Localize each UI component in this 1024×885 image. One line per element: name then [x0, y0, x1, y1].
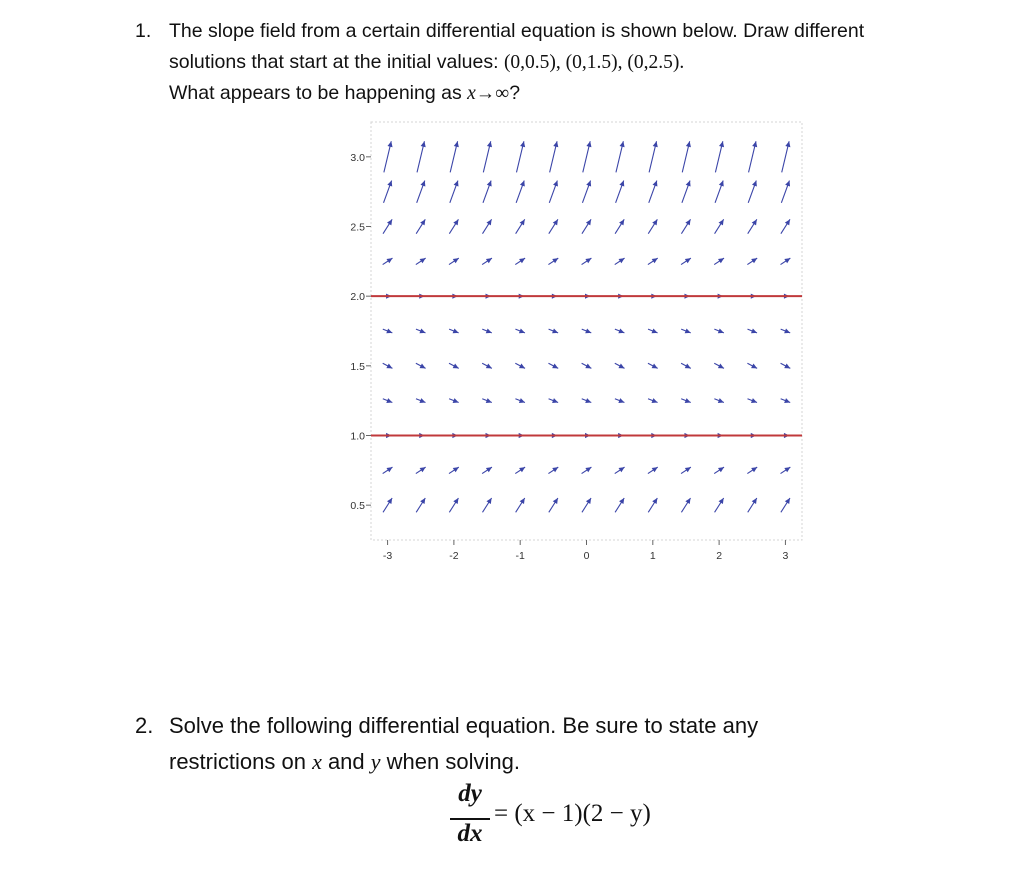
- x-tick-label: 2: [716, 550, 723, 562]
- slope-arrow: [781, 258, 791, 264]
- x-tick-label: 0: [583, 550, 590, 562]
- slope-arrow: [549, 219, 558, 233]
- slope-arrow: [483, 141, 492, 172]
- slope-arrow: [681, 467, 691, 473]
- slope-arrow: [383, 498, 392, 512]
- slope-arrow: [582, 258, 592, 264]
- slope-arrow: [648, 363, 658, 368]
- slope-arrow: [714, 363, 724, 368]
- slope-arrow: [681, 219, 690, 233]
- slope-arrow: [747, 363, 757, 368]
- slope-arrow: [515, 328, 525, 333]
- slope-arrow: [582, 219, 591, 233]
- x-tick-label: -3: [382, 550, 393, 562]
- slope-arrow: [515, 467, 525, 473]
- slope-arrow: [748, 181, 757, 203]
- x-tick-label: -1: [515, 550, 525, 562]
- slope-arrow: [714, 258, 724, 264]
- limit-arrow: →∞: [475, 83, 510, 104]
- slope-arrow: [781, 398, 791, 403]
- slope-arrow: [615, 467, 625, 473]
- slope-arrow: [416, 467, 426, 473]
- slope-arrow: [615, 328, 625, 333]
- and-text: and: [321, 749, 371, 774]
- slope-arrow: [449, 398, 459, 403]
- slope-arrow: [515, 363, 525, 368]
- slope-arrow: [548, 467, 558, 473]
- question-mark: ?: [509, 82, 521, 104]
- slope-arrow: [449, 219, 458, 233]
- slope-arrow: [781, 219, 790, 233]
- slope-arrow: [582, 328, 592, 333]
- slope-arrow: [715, 181, 724, 203]
- slope-arrow: [549, 181, 558, 203]
- slope-arrow: [648, 258, 658, 264]
- slope-arrow: [416, 328, 426, 333]
- slope-arrow: [714, 398, 724, 403]
- slope-arrow: [483, 181, 492, 203]
- slope-arrow: [682, 181, 691, 203]
- slope-arrow: [681, 258, 691, 264]
- slope-arrow: [648, 498, 657, 512]
- slope-arrow: [549, 498, 558, 512]
- slope-arrow: [482, 219, 491, 233]
- slope-arrow: [417, 181, 426, 203]
- slope-arrow: [449, 498, 458, 512]
- slope-arrow: [384, 141, 393, 172]
- slope-arrow: [747, 258, 757, 264]
- slope-arrow: [383, 328, 393, 333]
- slope-arrow: [615, 219, 624, 233]
- y-tick-label: 1.5: [350, 360, 365, 373]
- slope-arrow: [482, 328, 492, 333]
- slope-arrow: [782, 141, 791, 172]
- slope-arrow: [615, 258, 625, 264]
- question-1-line-2-text: solutions that start at the initial values:: [169, 51, 504, 73]
- slope-arrow: [648, 398, 658, 403]
- slope-arrow: [616, 141, 625, 172]
- slope-arrow: [583, 141, 592, 172]
- y-tick-label: 1.0: [350, 430, 365, 443]
- slope-arrow: [715, 141, 724, 172]
- slope-arrow: [416, 258, 426, 264]
- slope-arrow: [781, 467, 791, 473]
- question-2-number: 2.: [135, 713, 154, 738]
- question-2: [135, 708, 995, 780]
- slope-arrow: [550, 141, 559, 172]
- slope-arrow: [749, 141, 758, 172]
- question-2-body: [169, 708, 995, 780]
- slope-arrow: [516, 498, 525, 512]
- slope-arrow: [714, 328, 724, 333]
- slope-arrow: [417, 141, 426, 172]
- slope-arrow: [715, 498, 724, 512]
- slope-arrow: [748, 328, 758, 333]
- slope-arrow: [549, 398, 559, 403]
- slope-arrow: [714, 467, 724, 473]
- y-variable: y: [370, 749, 381, 774]
- slope-arrow: [748, 219, 757, 233]
- question-1-number: 1.: [135, 20, 152, 42]
- equation-right-side: = (x − 1)(2 − y): [494, 800, 651, 827]
- slope-arrow: [450, 181, 459, 203]
- question-2-line-1: Solve the following differential equation. Be sure to state any: [169, 713, 759, 738]
- slope-arrow: [449, 258, 459, 264]
- question-2-line-2-text: restrictions on: [169, 749, 313, 774]
- slope-arrow: [449, 328, 459, 333]
- slope-arrow: [516, 181, 525, 203]
- question-1-line-3-text: What appears to be happening as: [169, 82, 468, 104]
- y-tick-label: 0.5: [350, 500, 365, 513]
- slope-arrow: [548, 258, 558, 264]
- slope-arrow: [383, 258, 393, 264]
- slope-arrow: [748, 498, 757, 512]
- slope-arrow: [384, 181, 393, 203]
- slope-arrow: [681, 398, 691, 403]
- x-tick-label: 1: [649, 550, 656, 562]
- slope-arrow: [615, 398, 625, 403]
- slope-arrow: [681, 328, 691, 333]
- slope-arrow: [450, 141, 459, 172]
- slope-arrow: [681, 363, 691, 368]
- x-variable: x: [467, 83, 476, 104]
- fraction-denominator: dx: [457, 820, 483, 847]
- x-tick-label: 3: [782, 550, 789, 562]
- slope-arrow: [649, 181, 658, 203]
- slope-arrow: [482, 498, 491, 512]
- slope-arrow: [416, 219, 425, 233]
- slope-arrow: [747, 467, 757, 473]
- slope-arrow: [383, 398, 393, 403]
- slope-arrow: [383, 363, 393, 368]
- question-2-line-2-end: when solving.: [380, 749, 520, 774]
- slope-arrow: [582, 181, 591, 203]
- slope-arrow: [482, 363, 492, 368]
- slope-arrow: [715, 219, 724, 233]
- slope-arrow: [582, 498, 591, 512]
- slope-arrow: [781, 498, 790, 512]
- fraction-numerator: dy: [458, 780, 482, 807]
- slope-arrow: [383, 467, 393, 473]
- slope-arrow: [648, 219, 657, 233]
- slope-arrow: [648, 467, 658, 473]
- y-tick-label: 2.5: [350, 221, 365, 234]
- slope-arrow: [781, 328, 791, 333]
- slope-arrow: [616, 181, 625, 203]
- y-tick-label: 3.0: [350, 151, 365, 164]
- slope-arrow: [548, 363, 558, 368]
- x-tick-label: -2: [449, 550, 459, 562]
- question-1-line-1: The slope field from a certain differential equation is shown below. Draw different: [169, 20, 865, 42]
- slope-arrow: [416, 363, 426, 368]
- slope-arrow: [582, 363, 592, 368]
- slope-arrow: [781, 181, 790, 203]
- slope-arrow: [482, 398, 492, 403]
- slope-arrow: [516, 219, 525, 233]
- slope-arrow: [515, 258, 525, 264]
- slope-arrow: [648, 328, 658, 333]
- y-tick-label: 2.0: [350, 291, 365, 304]
- initial-values: (0,0.5), (0,1.5), (0,2.5).: [503, 52, 685, 73]
- slope-arrow: [482, 467, 492, 473]
- slope-arrow: [582, 398, 592, 403]
- slope-arrow: [649, 141, 658, 172]
- question-2-line-2: [169, 744, 995, 780]
- slope-arrow: [615, 363, 625, 368]
- slope-arrow: [449, 467, 459, 473]
- slope-arrow: [416, 398, 426, 403]
- x-variable: x: [312, 749, 322, 774]
- slope-arrow: [416, 498, 425, 512]
- slope-arrow: [482, 258, 492, 264]
- slope-arrow: [582, 467, 592, 473]
- slope-arrow: [515, 398, 525, 403]
- slope-arrow: [516, 141, 525, 172]
- slope-arrow: [682, 141, 691, 172]
- slope-arrow: [383, 219, 392, 233]
- slope-arrow: [681, 498, 690, 512]
- slope-arrow: [781, 363, 791, 368]
- slope-arrow: [615, 498, 624, 512]
- slope-arrow: [549, 328, 559, 333]
- slope-arrow: [449, 363, 459, 368]
- slope-arrow: [748, 398, 758, 403]
